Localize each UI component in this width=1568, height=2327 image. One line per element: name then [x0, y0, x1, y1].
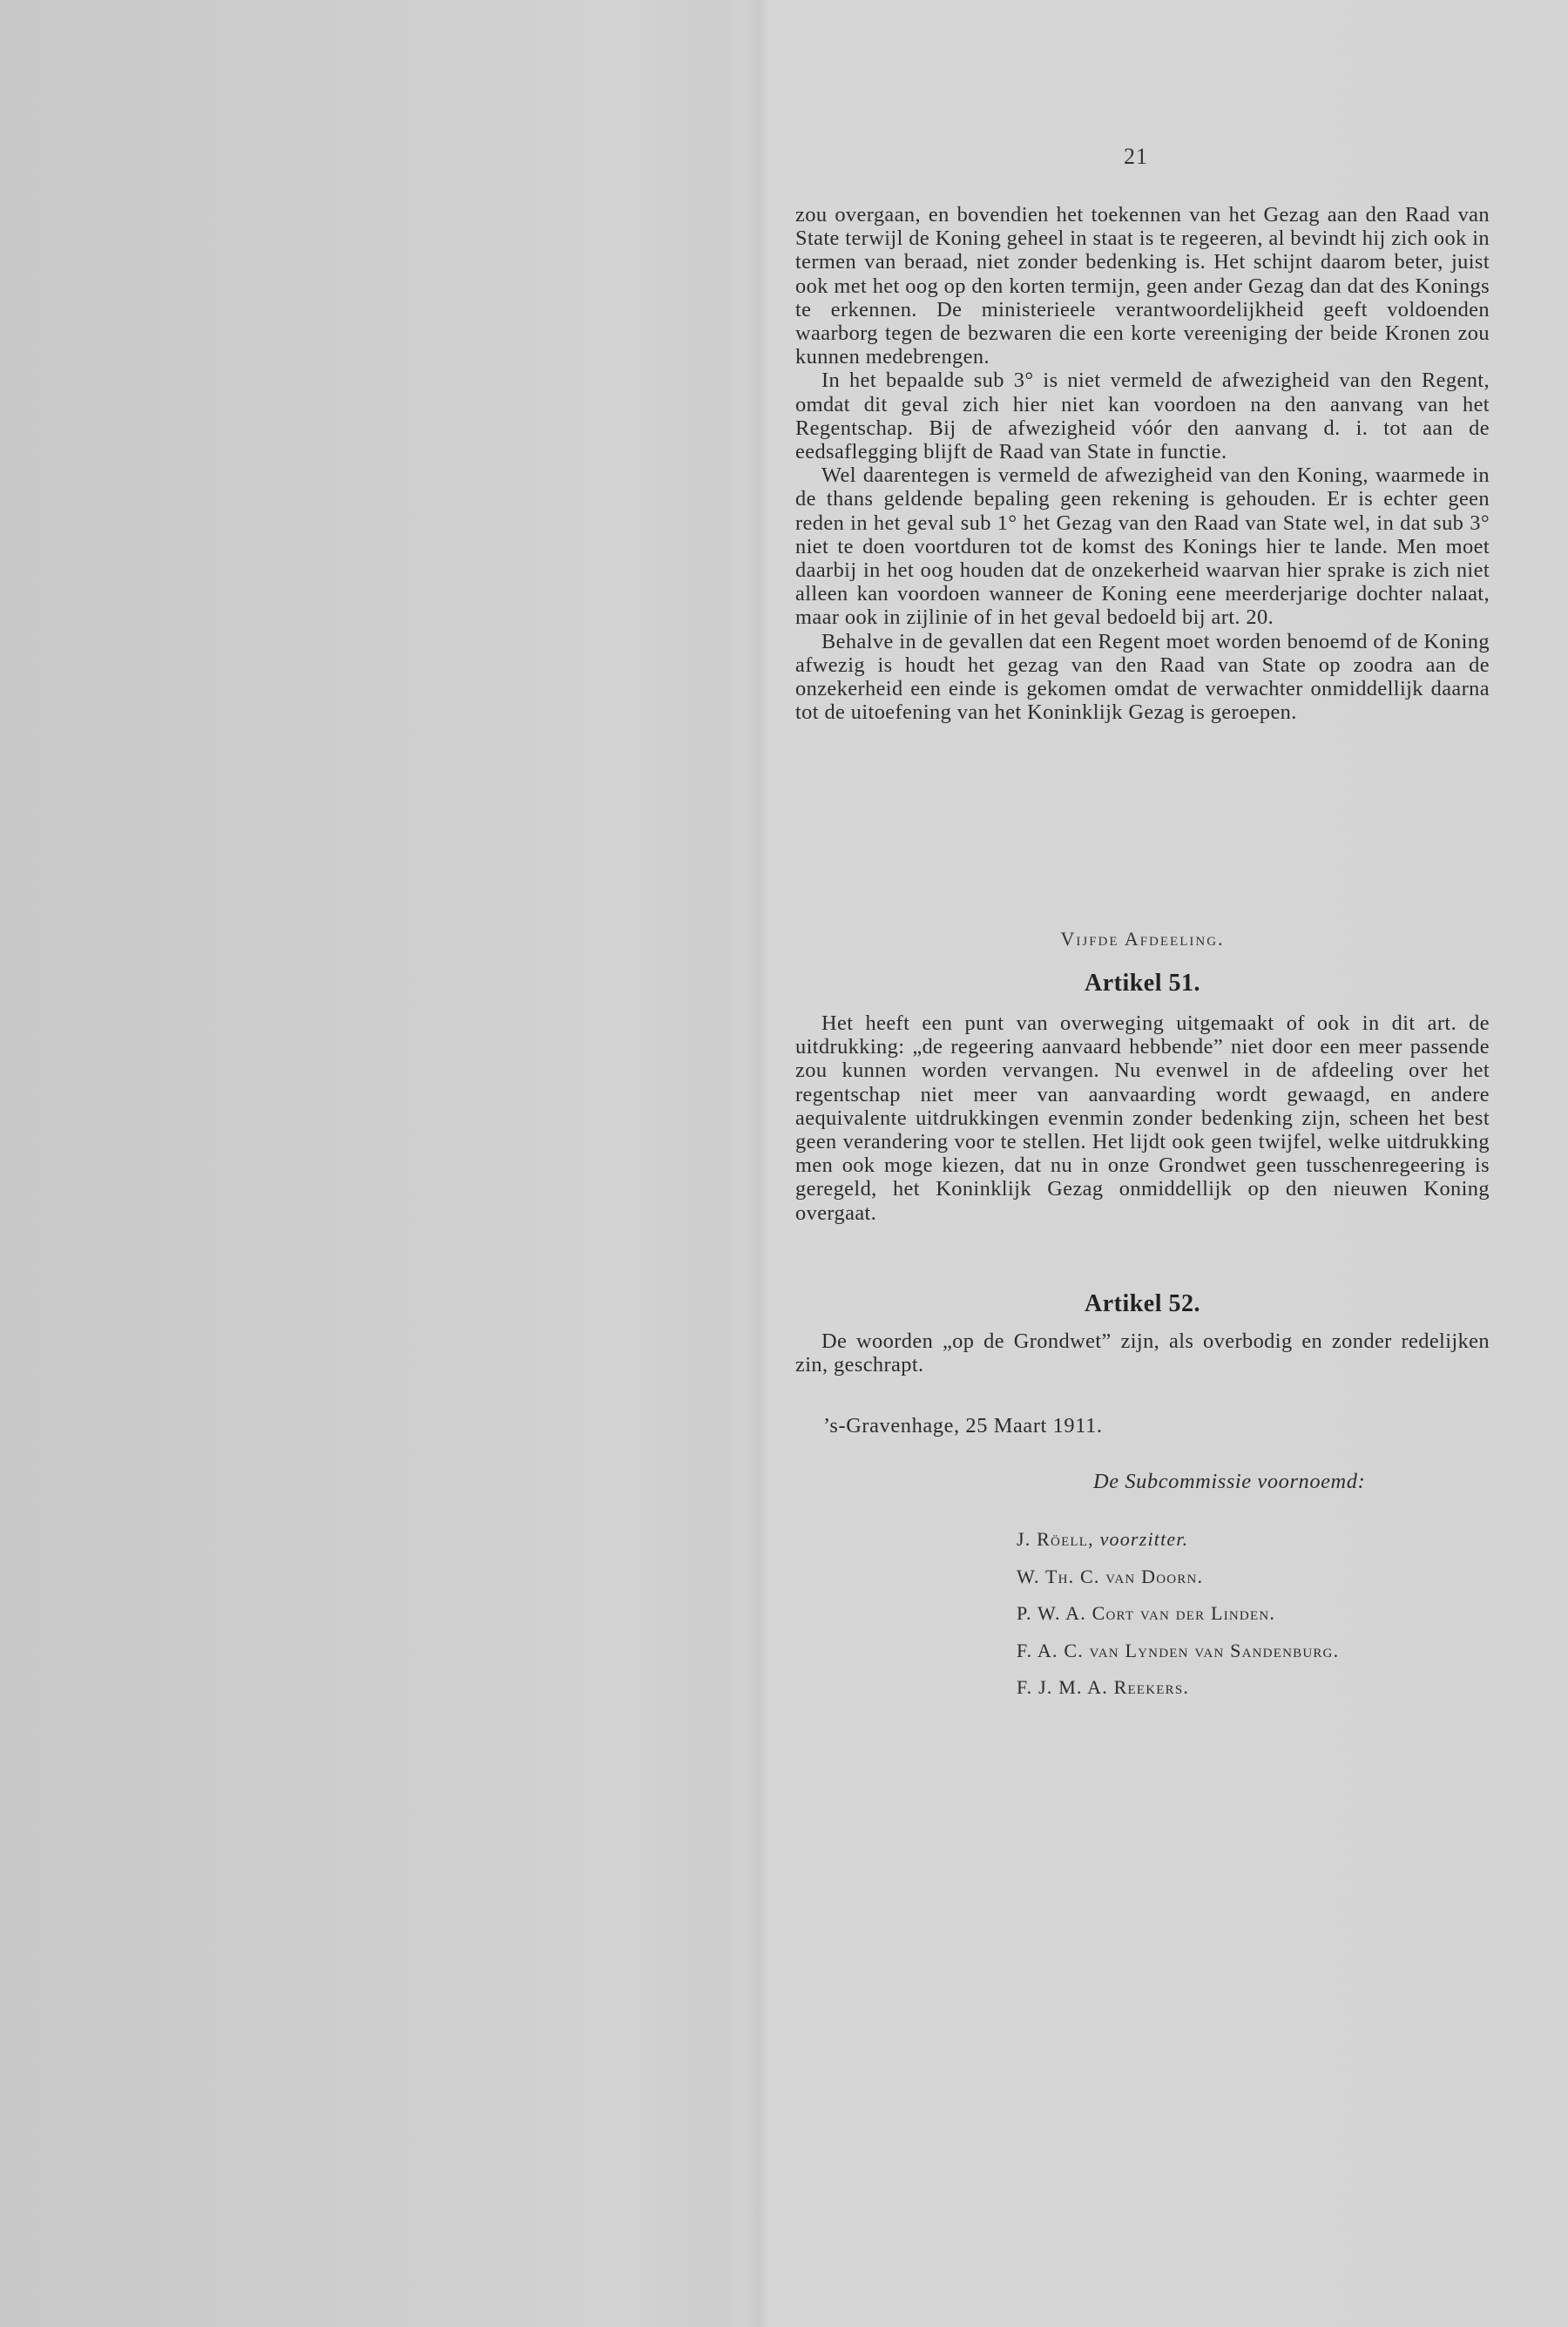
article-51-heading: Artikel 51.	[1084, 970, 1201, 997]
article-52-paragraph: De woorden „op de Grondwet” zijn, als overbodig en zonder redelijken zin, geschrapt.	[795, 1329, 1490, 1377]
page-fold-shadow	[745, 0, 771, 2327]
signatory	[1017, 1521, 1339, 1559]
paragraph-continuation: zou overgaan, en bovendien het toekennen van het Gezag aan den Raad van State terwijl de Koning geheel in staat is te regeeren, al bevindt hij zich ook in termen van beraad, niet zonder bedenking is. Het schijnt daarom beter, juist ook met het oog op den korten termijn, geen ander Gezag dan dat des Konings te erkennen. De ministerieele verantwoordelijkheid geeft voldoenden waarborg tegen de bezwaren die een korte vereeniging der beide Kronen zou kunnen medebrengen.	[795, 203, 1490, 369]
paragraph-council-authority: Behalve in de gevallen dat een Regent moet worden benoemd of de Koning afwezig is houdt het gezag van den Raad van State op zoodra aan de onzekerheid een einde is gekomen omdat de verwachter onmiddellijk daarna tot de uitoefening van het Koninklijk Gezag is geroepen.	[795, 629, 1490, 725]
paragraph-regent-absence: In het bepaalde sub 3° is niet vermeld de afwezigheid van den Regent, omdat dit geval zich hier niet kan voordoen na den aanvang van het Regentschap. Bij de afwezigheid vóór den aanvang d. i. tot aan de eedsaflegging blijft de Raad van State in functie.	[795, 369, 1490, 464]
signatory	[1017, 1559, 1339, 1596]
article-52-body	[795, 1329, 1490, 1377]
signatory	[1017, 1595, 1339, 1633]
section-heading: Vijfde Afdeeling.	[1060, 928, 1225, 950]
signatory	[1017, 1633, 1339, 1670]
subcommittee-label: De Subcommissie voornoemd:	[1093, 1470, 1366, 1493]
signatory-name: P. W. A. Cort van der Linden.	[1017, 1602, 1276, 1624]
signatory-name: F. A. C. van Lynden van Sandenburg.	[1017, 1639, 1340, 1661]
article-51-body	[795, 1011, 1490, 1225]
place-and-date: ’s-Gravenhage, 25 Maart 1911.	[823, 1414, 1103, 1437]
signatory-list	[1017, 1521, 1339, 1707]
page-number: 21	[1124, 144, 1148, 169]
signatory	[1017, 1669, 1339, 1707]
signatory-name: W. Th. C. van Doorn.	[1017, 1565, 1204, 1587]
signatory-role: voorzitter.	[1099, 1528, 1189, 1550]
article-51-paragraph: Het heeft een punt van overweging uitgemaakt of ook in dit art. de uitdrukking: „de regeering aanvaard hebbende” niet door een meer passende zou kunnen worden vervangen. Nu evenwel in de afdeeling over het regentschap niet meer van aanvaarding wordt gewaagd, en andere aequivalente uitdrukkingen evenmin zonder bedenking zijn, scheen het best geen verandering voor te stellen. Het lijdt ook geen twijfel, welke uitdrukking men ook moge kiezen, dat nu in onze Grondwet geen tusschenregeering is geregeld, het Koninklijk Gezag onmiddellijk op den nieuwen Koning overgaat.	[795, 1011, 1490, 1225]
signatory-name: F. J. M. A. Reekers.	[1017, 1676, 1190, 1698]
article-52-heading: Artikel 52.	[1084, 1290, 1201, 1317]
intro-text	[795, 203, 1490, 724]
paragraph-king-absence: Wel daarentegen is vermeld de afwezigheid van den Koning, waarmede in de thans geldende bepaling geen rekening is gehouden. Er is echter geen reden in het geval sub 1° het Gezag van den Raad van State wel, in dat sub 3° niet te doen voortduren tot de komst des Konings hier te lande. Men moet daarbij in het oog houden dat de onzekerheid waarvan hier sprake is zich niet alleen kan voordoen wanneer de Koning eene meerderjarige dochter nalaat, maar ook in zijlinie of in het geval bedoeld bij art. 20.	[795, 463, 1490, 630]
signatory-name: J. Röell,	[1017, 1528, 1094, 1550]
